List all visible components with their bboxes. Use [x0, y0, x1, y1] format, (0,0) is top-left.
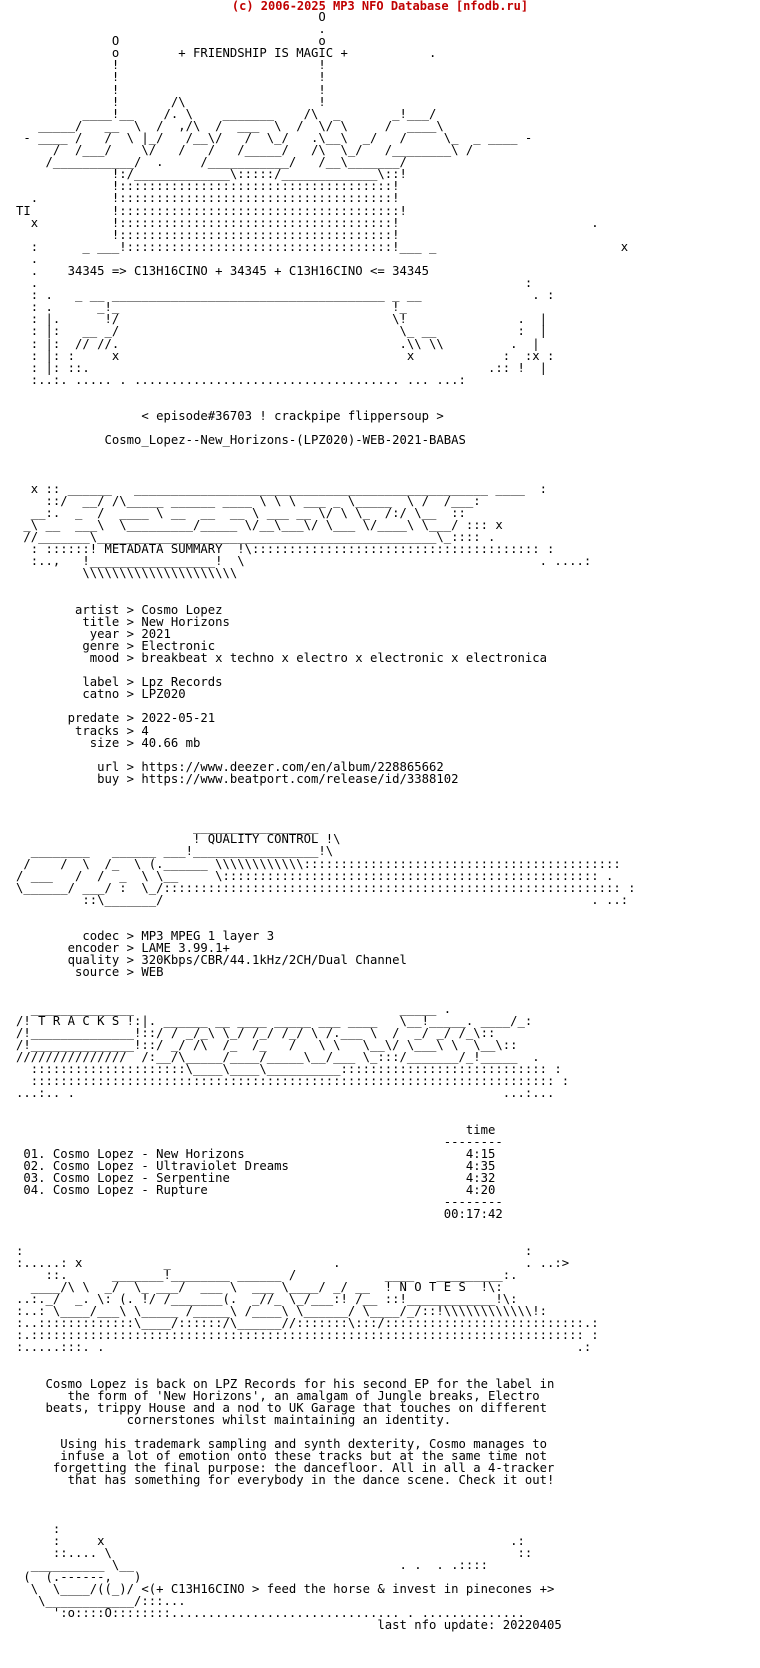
nfo-line: : ::::::! METADATA SUMMARY !\::::::::::::::::::::::::::::::::::::::: : [16, 542, 555, 557]
nfo-line: : [16, 1521, 61, 1536]
nfo-line: . [16, 251, 39, 266]
nfo-line: //_______\______________________________________________\_:::: . [16, 530, 496, 545]
nfo-line: -------- [16, 1195, 503, 1210]
nfo-line: x !:::::::::::::::::::::::::::::::::::::! . [16, 215, 599, 230]
nfo-line: Cosmo Lopez is back on LPZ Records for his second EP for the label in [16, 1376, 555, 1391]
nfo-line: O [16, 10, 326, 24]
nfo-line: :..:. ..... . .................................... ... ...: [16, 372, 466, 387]
nfo-line: cornerstones whilst maintaining an identity. [16, 1412, 452, 1427]
nfo-line: ______________ _____ . [16, 1001, 452, 1016]
nfo-line: TI !::::::::::::::::::::::::::::::::::::::! [16, 203, 407, 218]
nfo-line: 02. Cosmo Lopez - Ultraviolet Dreams 4:35 [16, 1158, 496, 1173]
nfo-line: :.::::::::::::::::::::::::::::::::::::::::::::::::::::::::::::::::::::::::::: : [16, 1328, 599, 1343]
nfo-line: forgetting the final purpose: the dancefloor. All in all a 4-tracker [16, 1461, 555, 1476]
nfo-line: ..:._/ _. \: (. !/ /_______(. _//_ \_/___:! /__ ::!____________!\: [16, 1291, 518, 1306]
nfo-line: last nfo update: 20220405 [16, 1618, 562, 1633]
nfo-line: \\\\\\\\\\\\\\\\\\\\\ [16, 566, 238, 581]
nfo-line: infuse a lot of emotion onto these tracks but at the same time not [16, 1449, 548, 1464]
nfo-line: /////////////// /:__/\_____/____/_____\__/___ \_:::/_______/_!_____ . [16, 1050, 540, 1065]
nfo-line: _________________ [16, 820, 319, 835]
nfo-line: ! /\ ! [16, 94, 326, 109]
nfo-line: /!______________!::/ / _/_\ \_/ /_/ /_/ \ /.___ \ / _/ _/ /_\:: [16, 1025, 496, 1040]
nfo-line: x :: ______ ________________________________________________ ____ : [16, 481, 548, 496]
nfo-line: /!______________!::/ _/ /\ /_ /_ / \ \ \__\/ \___\ \ \__\:: [16, 1037, 518, 1052]
nfo-line: :::::::::::::::::::::\____\____\__________:::::::::::::::::::::::::::: : [16, 1062, 562, 1077]
nfo-line: ________ ______ ___!_________________!\ [16, 844, 334, 859]
nfo-line: -------- [16, 1134, 503, 1149]
nfo-line: __:. _ / ____ \ __ __ __ \ ___ __ \/ \ \_ /:/ \__ :: [16, 505, 466, 520]
nfo-line: /! T R A C K S !:|. ______ __ ____ _____ ___ ____ \__!_____. ____/_: [16, 1013, 533, 1028]
nfo-line: . [16, 22, 326, 37]
nfo-line: ! ! [16, 82, 326, 97]
nfo-line: : |. !/ \! . | [16, 312, 548, 327]
nfo-line: beats, trippy House and a nod to UK Garage that touches on different [16, 1400, 548, 1415]
nfo-line: : |: ::. .:: ! | [16, 360, 548, 375]
nfo-line: : |: // //. .\\ \\ . | [16, 336, 540, 351]
nfo-line: label > Lpz Records [16, 675, 223, 690]
nfo-line: !:::::::::::::::::::::::::::::::::::::! [16, 227, 400, 242]
nfo-line: ':o::::O::::::::............................... . .............. [16, 1606, 525, 1621]
nfo-line: ::\_______/ . ..: [16, 892, 629, 907]
nfo-line: :..: \____/___\ \_____ /_____\ /____\ \______/ \____/_/::!\\\\\\\\\\\\!: [16, 1304, 548, 1319]
nfo-line: time [16, 1122, 496, 1137]
nfo-line: / ___ / / _ \ \__ \::::::::::::::::::::::::::::::::::::::::::::::::::: . [16, 868, 614, 883]
nfo-line: Cosmo_Lopez--New_Horizons-(LPZ020)-WEB-2021-BABAS [16, 433, 466, 448]
nfo-line: ::::::::::::::::::::::::::::::::::::::::::::::::::::::::::::::::::::::: : [16, 1074, 570, 1089]
nfo-line: :.., !_________________! \ . ....: [16, 554, 592, 569]
nfo-line: the form of 'New Horizons', an amalgam of Jungle breaks, Electro [16, 1388, 540, 1403]
nfo-line: ::.... \ :: [16, 1545, 533, 1560]
nfo-line: < episode#36703 ! crackpipe flippersoup > [16, 409, 444, 424]
nfo-line: title > New Horizons [16, 614, 230, 629]
nfo-line: mood > breakbeat x techno x electro x electronic x electronica [16, 650, 548, 665]
nfo-line: !:/_____________\:::::/_____________\::! [16, 167, 407, 182]
nfo-line: that has something for everybody in the dance scene. Check it out! [16, 1473, 555, 1488]
nfo-line: source > WEB [16, 965, 164, 980]
nfo-line: :..:::::::::::::\____/::::::/\______//:::::::\:::/:::::::::::::::::::::::::::.: [16, 1316, 599, 1331]
nfo-line: . !:::::::::::::::::::::::::::::::::::::! [16, 191, 400, 206]
nfo-line: genre > Electronic [16, 638, 216, 653]
nfo-line: ( (.------, ) [16, 1570, 142, 1585]
nfo-line: O o [16, 34, 326, 49]
nfo-line: artist > Cosmo Lopez [16, 602, 223, 617]
nfo-line: ____/\ \ _/ \_ ___/ ___ \ ___ \____/ _/ __ ! N O T E S !\: [16, 1279, 503, 1294]
nfo-line: / /___/ \/ / / /_____/ /\ \_/ /________\ / [16, 143, 474, 158]
nfo-line: :.....: x _ . . ..:> [16, 1255, 570, 1270]
nfo-line: ! ! [16, 58, 326, 73]
nfo-line: url > https://www.deezer.com/en/album/228865662 [16, 759, 444, 774]
nfo-line: /___________/ . /___________/ /__\_______/ [16, 155, 407, 170]
nfo-line: 01. Cosmo Lopez - New Horizons 4:15 [16, 1146, 496, 1161]
nfo-line: buy > https://www.beatport.com/release/id/3388102 [16, 771, 459, 786]
nfo-line: ____!__ /. \ _______ /\ _ _!___/ [16, 106, 437, 121]
nfo-line: \____________/:::... [16, 1594, 186, 1609]
nfo-line: catno > LPZ020 [16, 687, 186, 702]
nfo-line: \______/ ___/ : \_/:::::::::::::::::::::::::::::::::::::::::::::::::::::::::::::: : [16, 880, 636, 895]
nfo-line: 00:17:42 [16, 1207, 503, 1222]
nfo-line: : _ ___!::::::::::::::::::::::::::::::::::::!___ _ x [16, 239, 629, 254]
nfo-line: . 34345 => C13H16CINO + 34345 + C13H16CINO <= 34345 [16, 263, 430, 278]
nfo-line: Using his trademark sampling and synth dexterity, Cosmo manages to [16, 1437, 548, 1452]
nfo-line: _____/ __ \ / ,/\ / ___ \ / \/ \ / ____\ [16, 118, 444, 133]
nfo-line: __________ \__ . . . .:::: [16, 1558, 489, 1572]
nfo-line: . : [16, 276, 533, 291]
nfo-line: : . _!_ !_ [16, 300, 407, 315]
nfo-line: : : [16, 1243, 533, 1258]
nfo-line: size > 40.66 mb [16, 735, 201, 750]
nfo-line: _\ __ ___\ \_________/_____ \/__\___\/ \___ \/____\ \___/ ::: x [16, 517, 503, 532]
nfo-line: ...:.. . ...:... [16, 1086, 555, 1101]
nfo-line: predate > 2022-05-21 [16, 711, 216, 726]
nfo-line: ::. _______!________ ______ / ____ _________:. [16, 1267, 518, 1282]
nfo-line: : |: : x x : :x : [16, 348, 555, 363]
nfo-ascii-art [16, 11, 636, 1632]
nfo-line: 03. Cosmo Lopez - Serpentine 4:32 [16, 1171, 496, 1185]
nfo-line: ::/ __/ /\_____ ______ ____ \ \ \ ___ _ \_____ \ / /___: [16, 493, 481, 508]
nfo-line: tracks > 4 [16, 723, 149, 738]
nfo-line: :.....:::. . .: [16, 1340, 592, 1355]
site-header-copyright: (c) 2006-2025 MP3 NFO Database [nfodb.ru] [231, 0, 529, 13]
nfo-line: ! QUALITY CONTROL !\ [16, 832, 341, 847]
nfo-line: ! ! [16, 70, 326, 85]
nfo-line: 04. Cosmo Lopez - Rupture 4:20 [16, 1183, 496, 1198]
nfo-line: \ \____/((_)/ <(+ C13H16CINO > feed the horse & invest in pinecones +> [16, 1582, 555, 1597]
nfo-line: codec > MP3 MPEG 1 layer 3 [16, 929, 275, 944]
nfo-line: year > 2021 [16, 626, 171, 641]
nfo-line: - ____ / / \ |_/ /__\/ / \_/ .\__\ _/ / \_ _ ____ - [16, 130, 533, 145]
nfo-line: o + FRIENDSHIP IS MAGIC + . [16, 46, 437, 61]
nfo-line: / / \ /_ \ (.______ \\\\\\\\\\\\::::::::::::::::::::::::::::::::::::::::::: [16, 856, 621, 871]
nfo-line: quality > 320Kbps/CBR/44.1kHz/2CH/Dual Channel [16, 953, 407, 968]
nfo-line: !:::::::::::::::::::::::::::::::::::::! [16, 179, 400, 194]
nfo-line: : |: __ _/ \_ __ : | [16, 324, 548, 339]
nfo-line: encoder > LAME 3.99.1+ [16, 941, 230, 956]
nfo-line: : . _ __ _____________________________________ _ __ . : [16, 288, 555, 303]
nfo-line: : x .: [16, 1533, 525, 1548]
